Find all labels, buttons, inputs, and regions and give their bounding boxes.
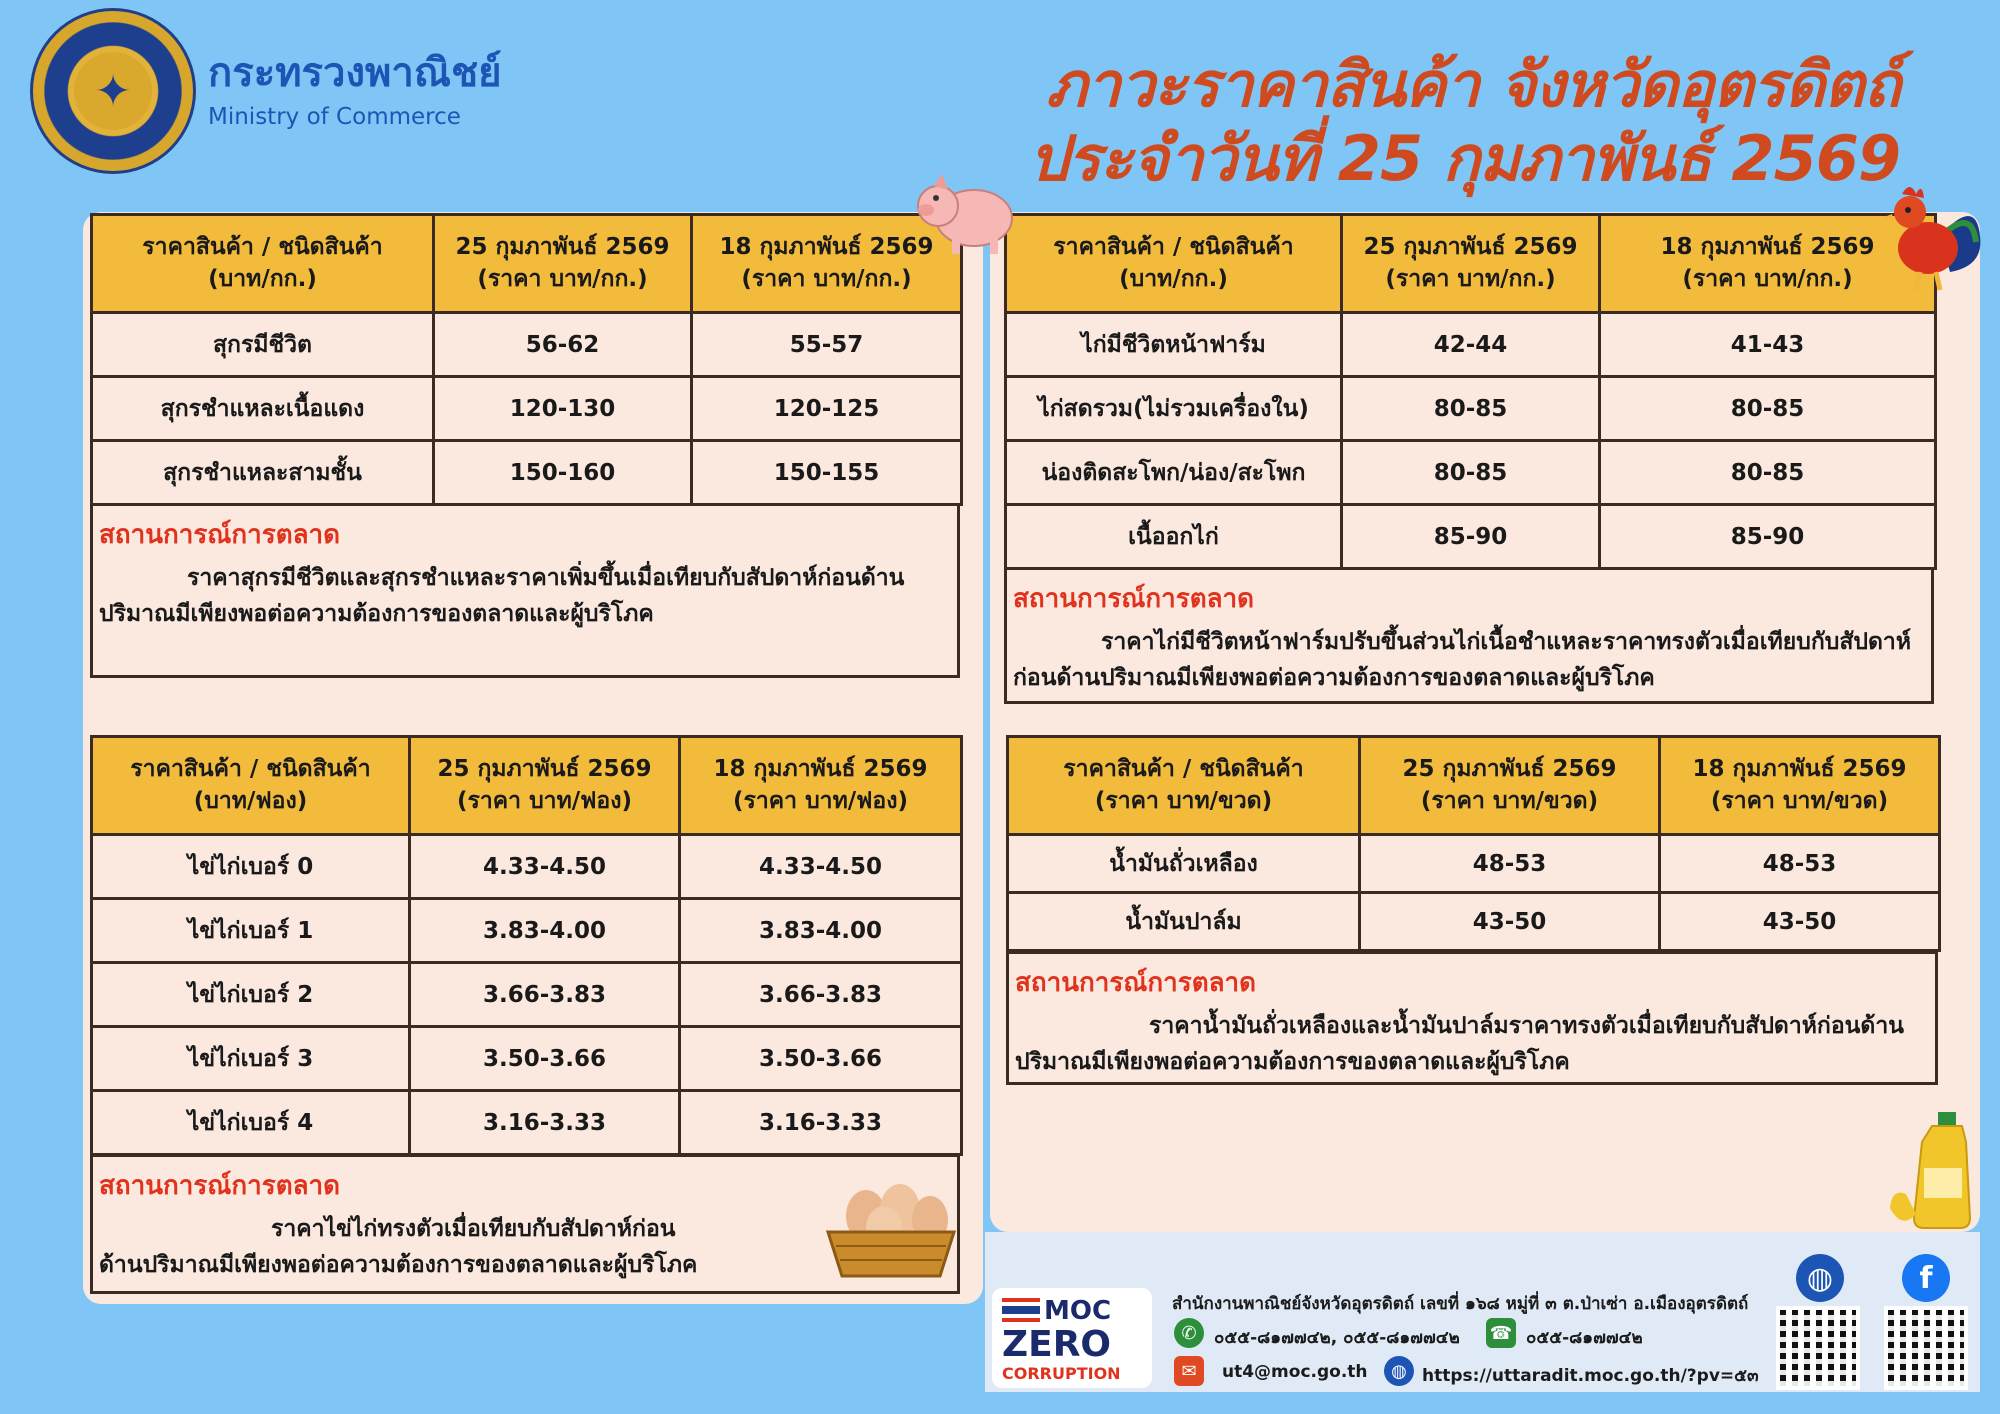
note-text: ราคาไก่มีชีวิตหน้าฟาร์มปรับขึ้นส่วนไก่เนื้อชำแหละราคาทรงตัวเมื่อเทียบกับสัปดาห์ก่อนด้านปริมาณมีเพียงพอต่อความต้องการของตลาดและผู้บริโภค [1013, 629, 1911, 691]
note-heading: สถานการณ์การตลาด [1015, 968, 1257, 998]
price-current: 120-130 [434, 377, 692, 441]
pig-icon [912, 168, 1022, 258]
table-row [1006, 377, 1936, 441]
price-previous: 120-125 [692, 377, 962, 441]
table-row [92, 1091, 962, 1155]
website-link[interactable]: https://uttaradit.moc.go.th/?pv=๕๓ [1422, 1366, 1759, 1386]
moc-zero-corruption-logo [992, 1288, 1152, 1388]
price-current: 80-85 [1342, 377, 1600, 441]
table-row [92, 963, 962, 1027]
oil-bottle-icon [1882, 1108, 1986, 1232]
page-title: ภาวะราคาสินค้า จังหวัดอุตรดิตถ์ [1046, 48, 1900, 121]
price-current: 3.66-3.83 [410, 963, 680, 1027]
email-link[interactable]: ut4@moc.go.th [1222, 1362, 1368, 1382]
moc-label: MOC [1044, 1296, 1112, 1326]
table-header-row [92, 215, 962, 313]
header-cell: ราคาสินค้า / ชนิดสินค้า (บาท/กก.) [92, 215, 434, 313]
note-text: ราคาสุกรมีชีวิตและสุกรชำแหละราคาเพิ่มขึ้นเมื่อเทียบกับสัปดาห์ก่อนด้านปริมาณมีเพียงพอต่อความต้องการของตลาดและผู้บริโภค [99, 565, 905, 627]
note-heading: สถานการณ์การตลาด [99, 520, 341, 550]
table-row [92, 835, 962, 899]
price-previous: 43-50 [1660, 893, 1940, 951]
table-row [1006, 505, 1936, 569]
item-name: ไข่ไก่เบอร์ 2 [92, 963, 410, 1027]
item-name: น่องติดสะโพก/น่อง/สะโพก [1006, 441, 1342, 505]
note-text: ด้านปริมาณมีเพียงพอต่อความต้องการของตลาดและผู้บริโภค [99, 1251, 698, 1278]
table-row [92, 899, 962, 963]
office-address: สำนักงานพาณิชย์จังหวัดอุตรดิตถ์ เลขที่ ๑๖๘ หมู่ที่ ๓ ต.ป่าเซ่า อ.เมืองอุตรดิตถ์ [1172, 1294, 1749, 1314]
rooster-icon [1880, 176, 1986, 294]
table-header-row [1008, 737, 1940, 835]
header-cell: 18 กุมภาพันธ์ 2569 (ราคา บาท/ขวด) [1660, 737, 1940, 835]
header-cell: 25 กุมภาพันธ์ 2569 (ราคา บาท/ขวด) [1360, 737, 1660, 835]
price-current: 3.50-3.66 [410, 1027, 680, 1091]
table-row [92, 441, 962, 505]
price-previous: 3.83-4.00 [680, 899, 962, 963]
ministry-seal-logo [30, 8, 196, 174]
facebook-qr-code[interactable] [1884, 1306, 1968, 1390]
fax-number[interactable]: ๐๕๕-๘๑๗๗๔๒ [1526, 1328, 1643, 1348]
header-cell: 18 กุมภาพันธ์ 2569 (ราคา บาท/กก.) [1600, 215, 1936, 313]
item-name: ไข่ไก่เบอร์ 0 [92, 835, 410, 899]
table-row [1006, 441, 1936, 505]
price-current: 48-53 [1360, 835, 1660, 893]
price-previous: 150-155 [692, 441, 962, 505]
oil-price-table [1006, 735, 1941, 952]
facebook-icon[interactable]: f [1902, 1254, 1950, 1302]
table-row [92, 377, 962, 441]
item-name: สุกรมีชีวิต [92, 313, 434, 377]
table-header-row [1006, 215, 1936, 313]
table-row [1008, 893, 1940, 951]
price-previous: 3.66-3.83 [680, 963, 962, 1027]
item-name: ไก่มีชีวิตหน้าฟาร์ม [1006, 313, 1342, 377]
price-current: 56-62 [434, 313, 692, 377]
price-current: 3.16-3.33 [410, 1091, 680, 1155]
header-cell: 18 กุมภาพันธ์ 2569 (ราคา บาท/กก.) [692, 215, 962, 313]
price-current: 42-44 [1342, 313, 1600, 377]
header-cell: 25 กุมภาพันธ์ 2569 (ราคา บาท/ฟอง) [410, 737, 680, 835]
zero-label: ZERO [1002, 1324, 1112, 1365]
price-previous: 80-85 [1600, 441, 1936, 505]
item-name: สุกรชำแหละเนื้อแดง [92, 377, 434, 441]
egg-basket-icon [818, 1172, 964, 1282]
org-name-th: กระทรวงพาณิชย์ [208, 50, 502, 96]
phone-numbers[interactable]: ๐๕๕-๘๑๗๗๔๒, ๐๕๕-๘๑๗๗๔๒ [1214, 1328, 1460, 1348]
org-name-en: Ministry of Commerce [208, 104, 461, 130]
item-name: สุกรชำแหละสามชั้น [92, 441, 434, 505]
email-icon: ✉ [1174, 1356, 1204, 1386]
garuda-icon: ✦ [74, 52, 152, 130]
header-cell: ราคาสินค้า / ชนิดสินค้า (บาท/กก.) [1006, 215, 1342, 313]
item-name: น้ำมันถั่วเหลือง [1008, 835, 1360, 893]
price-current: 3.83-4.00 [410, 899, 680, 963]
header-cell: 25 กุมภาพันธ์ 2569 (ราคา บาท/กก.) [434, 215, 692, 313]
price-previous: 80-85 [1600, 377, 1936, 441]
table-row [1008, 835, 1940, 893]
note-text: ราคาไข่ไก่ทรงตัวเมื่อเทียบกับสัปดาห์ก่อน [271, 1216, 676, 1242]
price-previous: 55-57 [692, 313, 962, 377]
item-name: เนื้ออกไก่ [1006, 505, 1342, 569]
item-name: ไข่ไก่เบอร์ 4 [92, 1091, 410, 1155]
pork-price-table [90, 213, 963, 506]
phone-icon: ✆ [1174, 1318, 1204, 1348]
table-header-row [92, 737, 962, 835]
price-current: 80-85 [1342, 441, 1600, 505]
price-current: 85-90 [1342, 505, 1600, 569]
website-qr-code[interactable] [1776, 1306, 1860, 1390]
oil-market-note [1006, 951, 1938, 1085]
price-previous: 3.50-3.66 [680, 1027, 962, 1091]
price-previous: 48-53 [1660, 835, 1940, 893]
price-current: 150-160 [434, 441, 692, 505]
corruption-label: CORRUPTION [1002, 1364, 1121, 1383]
price-previous: 3.16-3.33 [680, 1091, 962, 1155]
pork-market-note [90, 503, 960, 678]
fax-icon: ☎ [1486, 1318, 1516, 1348]
note-heading: สถานการณ์การตลาด [99, 1171, 341, 1201]
item-name: ไก่สดรวม(ไม่รวมเครื่องใน) [1006, 377, 1342, 441]
price-previous: 41-43 [1600, 313, 1936, 377]
price-current: 43-50 [1360, 893, 1660, 951]
price-current: 4.33-4.50 [410, 835, 680, 899]
globe-icon: ◍ [1384, 1356, 1414, 1386]
chicken-price-table [1004, 213, 1937, 570]
table-row [92, 1027, 962, 1091]
page-date: ประจำวันที่ 25 กุมภาพันธ์ 2569 [1029, 122, 1900, 195]
price-previous: 85-90 [1600, 505, 1936, 569]
item-name: ไข่ไก่เบอร์ 1 [92, 899, 410, 963]
website-globe-icon[interactable]: ◍ [1796, 1254, 1844, 1302]
header-cell: ราคาสินค้า / ชนิดสินค้า (ราคา บาท/ขวด) [1008, 737, 1360, 835]
note-heading: สถานการณ์การตลาด [1013, 584, 1255, 614]
table-row [1006, 313, 1936, 377]
egg-price-table [90, 735, 963, 1156]
item-name: น้ำมันปาล์ม [1008, 893, 1360, 951]
item-name: ไข่ไก่เบอร์ 3 [92, 1027, 410, 1091]
header-cell: ราคาสินค้า / ชนิดสินค้า (บาท/ฟอง) [92, 737, 410, 835]
chicken-market-note [1004, 567, 1934, 704]
header-cell: 18 กุมภาพันธ์ 2569 (ราคา บาท/ฟอง) [680, 737, 962, 835]
note-text: ราคาน้ำมันถั่วเหลืองและน้ำมันปาล์มราคาทรงตัวเมื่อเทียบกับสัปดาห์ก่อนด้านปริมาณมีเพียงพอต่อความต้องการของตลาดและผู้บริโภค [1015, 1013, 1904, 1075]
thai-flag-icon [1002, 1298, 1040, 1322]
price-previous: 4.33-4.50 [680, 835, 962, 899]
header-cell: 25 กุมภาพันธ์ 2569 (ราคา บาท/กก.) [1342, 215, 1600, 313]
table-row [92, 313, 962, 377]
